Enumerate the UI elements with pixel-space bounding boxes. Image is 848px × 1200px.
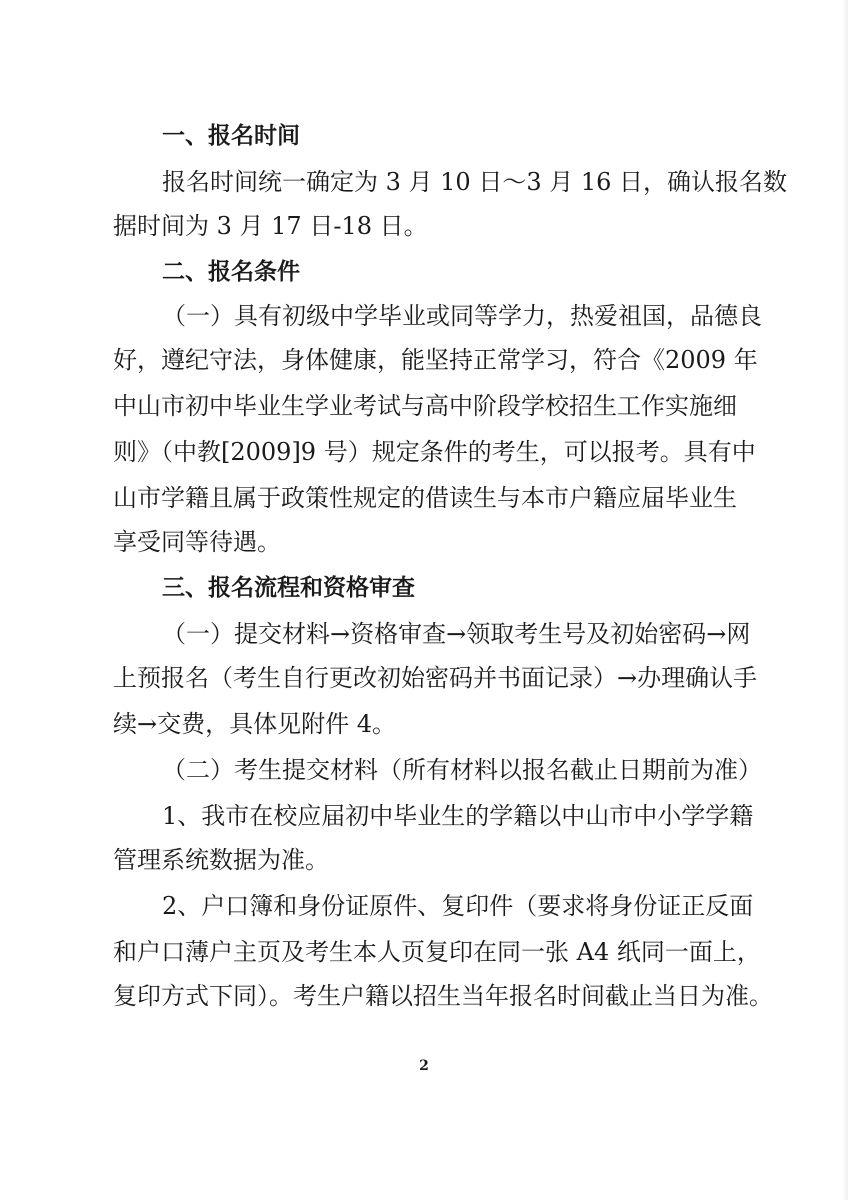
paragraph-line: 好，遵纪守法，身体健康，能坚持正常学习，符合《2009 年 — [113, 346, 758, 374]
paragraph-line: 山市学籍且属于政策性规定的借读生与本市户籍应届毕业生 — [113, 484, 737, 512]
paragraph-line: 2、户口簿和身份证原件、复印件（要求将身份证正反面 — [162, 892, 754, 920]
paragraph-line: 管理系统数据为准。 — [113, 846, 329, 874]
paragraph-line: 享受同等待遇。 — [113, 528, 281, 556]
paragraph-line: 则》（中教[2009]9 号）规定条件的考生，可以报考。具有中 — [113, 438, 756, 466]
page-number: 2 — [419, 1058, 429, 1074]
paragraph-line: （一）具有初级中学毕业或同等学力，热爱祖国，品德良 — [162, 302, 762, 330]
paragraph-line: 报名时间统一确定为 3 月 10 日～3 月 16 日，确认报名数 — [162, 168, 788, 196]
paragraph-line: 1、我市在校应届初中毕业生的学籍以中山市中小学学籍 — [162, 802, 754, 830]
paragraph-line: 复印方式下同）。考生户籍以招生当年报名时间截止当日为准。 — [113, 982, 773, 1010]
paragraph-line: 上预报名（考生自行更改初始密码并书面记录）→办理确认手 — [113, 664, 758, 692]
paragraph-line: 据时间为 3 月 17 日-18 日。 — [113, 212, 428, 240]
section-heading-3: 三、报名流程和资格审查 — [162, 575, 415, 601]
section-heading-2: 二、报名条件 — [162, 259, 300, 285]
paragraph-line: 续→交费，具体见附件 4。 — [113, 710, 397, 738]
section-heading-1: 一、报名时间 — [162, 123, 300, 149]
paragraph-line: （一）提交材料→资格审查→领取考生号及初始密码→网 — [162, 620, 751, 648]
paragraph-line: 和户口薄户主页及考生本人页复印在同一张 A4 纸同一面上， — [113, 938, 761, 966]
paragraph-line: 中山市初中毕业生学业考试与高中阶段学校招生工作实施细 — [113, 392, 737, 420]
paragraph-line: （二）考生提交材料（所有材料以报名截止日期前为准） — [162, 756, 762, 784]
